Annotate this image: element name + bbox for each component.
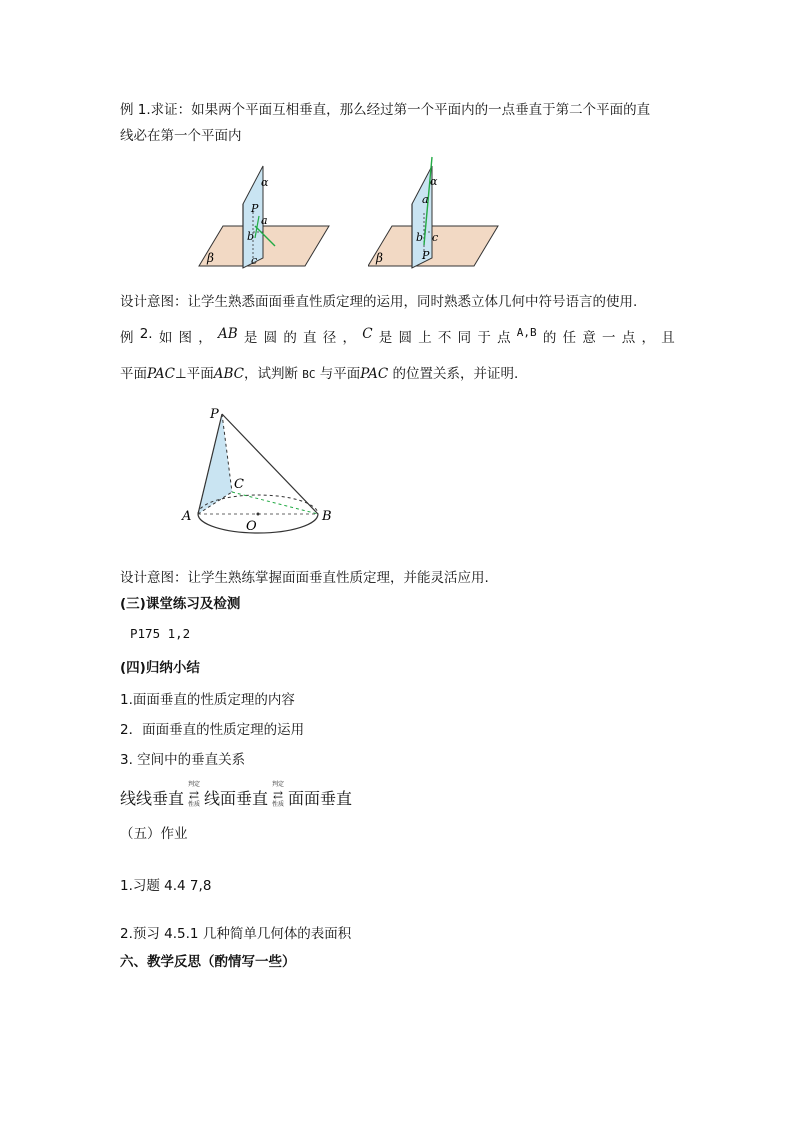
- design-intent-2: 设计意图：让学生熟练掌握面面垂直性质定理，并能灵活应用.: [120, 570, 489, 586]
- fig2-C: C: [234, 477, 244, 492]
- example2-line2: [120, 362, 518, 382]
- ex2-l1-token: 一: [602, 330, 616, 346]
- ex2-l2-d: ABC: [213, 366, 244, 382]
- fig2-A: A: [182, 509, 192, 524]
- example1-line1: 例 1.求证：如果两个平面互相垂直，那么经过第一个平面内的一点垂直于第二个平面的直: [120, 102, 651, 118]
- section4-item-3: 3. 空间中的垂直关系: [120, 752, 246, 768]
- fig1-left-alpha: α: [261, 176, 269, 189]
- ex2-l1-token: 图: [178, 330, 193, 346]
- ex2-l1-token: 圆: [398, 330, 412, 346]
- example2-line1: [120, 326, 675, 346]
- ex2-l1-token: 的: [542, 330, 557, 346]
- ex2-l1-token: 且: [661, 330, 675, 346]
- example1-line2: 线必在第一个平面内: [120, 128, 242, 144]
- ex2-l1-token: 如: [158, 330, 173, 346]
- ex2-l2-c: ⊥平面: [174, 366, 214, 382]
- chain-line-line: 线线垂直: [120, 788, 185, 808]
- figure-cone-circle: [178, 400, 338, 535]
- ex2-l1-token: 同: [457, 330, 472, 346]
- ex2-l2-b: PAC: [147, 366, 175, 382]
- ex2-l1-token: 任: [562, 330, 577, 346]
- section5-item-1: 1.习题 4.4 7,8: [120, 878, 212, 894]
- fig1-left-beta: β: [207, 251, 214, 265]
- fig1-left-a: a: [261, 214, 268, 227]
- ex2-l1-token: 意: [582, 330, 596, 346]
- chain-plane-plane: 面面垂直: [288, 788, 353, 808]
- chain-arrow-2: 判定 ⇄ 性质: [272, 781, 285, 808]
- chain-arrow-1-top: 判定: [188, 781, 201, 788]
- chain-line-plane: 线面垂直: [204, 788, 269, 808]
- fig2-P: P: [210, 407, 219, 422]
- figure-plane-perpendicular-left: [195, 160, 335, 272]
- ex2-l1-token: 是: [243, 330, 258, 346]
- ex2-l2-f: BC: [302, 368, 316, 381]
- figure-plane-perpendicular-right: [368, 155, 508, 272]
- ex2-l2-i: 的位置关系，并证明.: [388, 366, 519, 382]
- ex2-l1-token: 于: [477, 330, 491, 346]
- ex2-l1-token: 例: [120, 330, 134, 346]
- section4-item-1: 1.面面垂直的性质定理的内容: [120, 692, 295, 708]
- ex2-l1-token: 圆: [263, 330, 278, 346]
- ex2-l1-token: ，: [342, 330, 356, 346]
- perpendicular-chain: [120, 782, 352, 812]
- fig1-left-P: P: [251, 202, 259, 215]
- ex2-l1-token: 直: [303, 330, 317, 346]
- section3-title: (三)课堂练习及检测: [120, 596, 241, 612]
- section6-title: 六、教学反思（酌情写一些）: [120, 954, 296, 970]
- ex2-l2-h: PAC: [360, 366, 389, 382]
- fig1-right-c: c: [432, 231, 439, 244]
- ex2-l1-token: A,B: [516, 326, 537, 339]
- ex2-l2-e: ，试判断: [243, 366, 303, 382]
- fig1-right-alpha: α: [430, 175, 438, 188]
- fig1-right-beta: β: [376, 251, 383, 265]
- chain-arrow-1-bottom: 性质: [188, 801, 201, 808]
- fig2-O: O: [246, 519, 257, 534]
- ex2-l1-token: 径: [322, 330, 337, 346]
- ex2-l1-token: 不: [437, 330, 452, 346]
- ex2-l1-token: AB: [217, 326, 238, 342]
- ex2-l1-token: C: [362, 326, 373, 342]
- ex2-l1-token: 点: [621, 330, 636, 346]
- fig1-right-a: a: [422, 193, 429, 206]
- section5-title: （五）作业: [120, 826, 188, 842]
- chain-arrow-1: 判定 ⇄ 性质: [188, 781, 201, 808]
- fig1-left-b: b: [247, 230, 255, 243]
- ex2-l1-token: ，: [198, 330, 212, 346]
- fig1-right-b: b: [416, 231, 424, 244]
- section5-item-2: 2.预习 4.5.1 几种简单几何体的表面积: [120, 926, 352, 942]
- design-intent-1: 设计意图：让学生熟悉面面垂直性质定理的运用，同时熟悉立体几何中符号语言的使用.: [120, 294, 638, 310]
- chain-arrow-2-top: 判定: [272, 781, 285, 788]
- ex2-l1-token: 2.: [139, 326, 153, 342]
- fig2-B: B: [322, 509, 332, 524]
- chain-arrow-2-bottom: 性质: [272, 801, 285, 808]
- ex2-l1-token: 上: [418, 330, 432, 346]
- ex2-l2-a: 平面: [120, 366, 147, 382]
- section3-content: P175 1,2: [130, 626, 191, 641]
- section4-item-2: 2．面面垂直的性质定理的运用: [120, 722, 305, 738]
- ex2-l1-token: 是: [378, 330, 393, 346]
- fig1-left-c: c: [251, 254, 258, 267]
- ex2-l1-token: 点: [497, 330, 511, 346]
- ex2-l1-token: 的: [283, 330, 297, 346]
- ex2-l2-g: 与平面: [315, 366, 361, 382]
- ex2-l1-token: ，: [641, 330, 655, 346]
- section4-title: (四)归纳小结: [120, 660, 200, 676]
- fig1-right-P: P: [422, 249, 430, 262]
